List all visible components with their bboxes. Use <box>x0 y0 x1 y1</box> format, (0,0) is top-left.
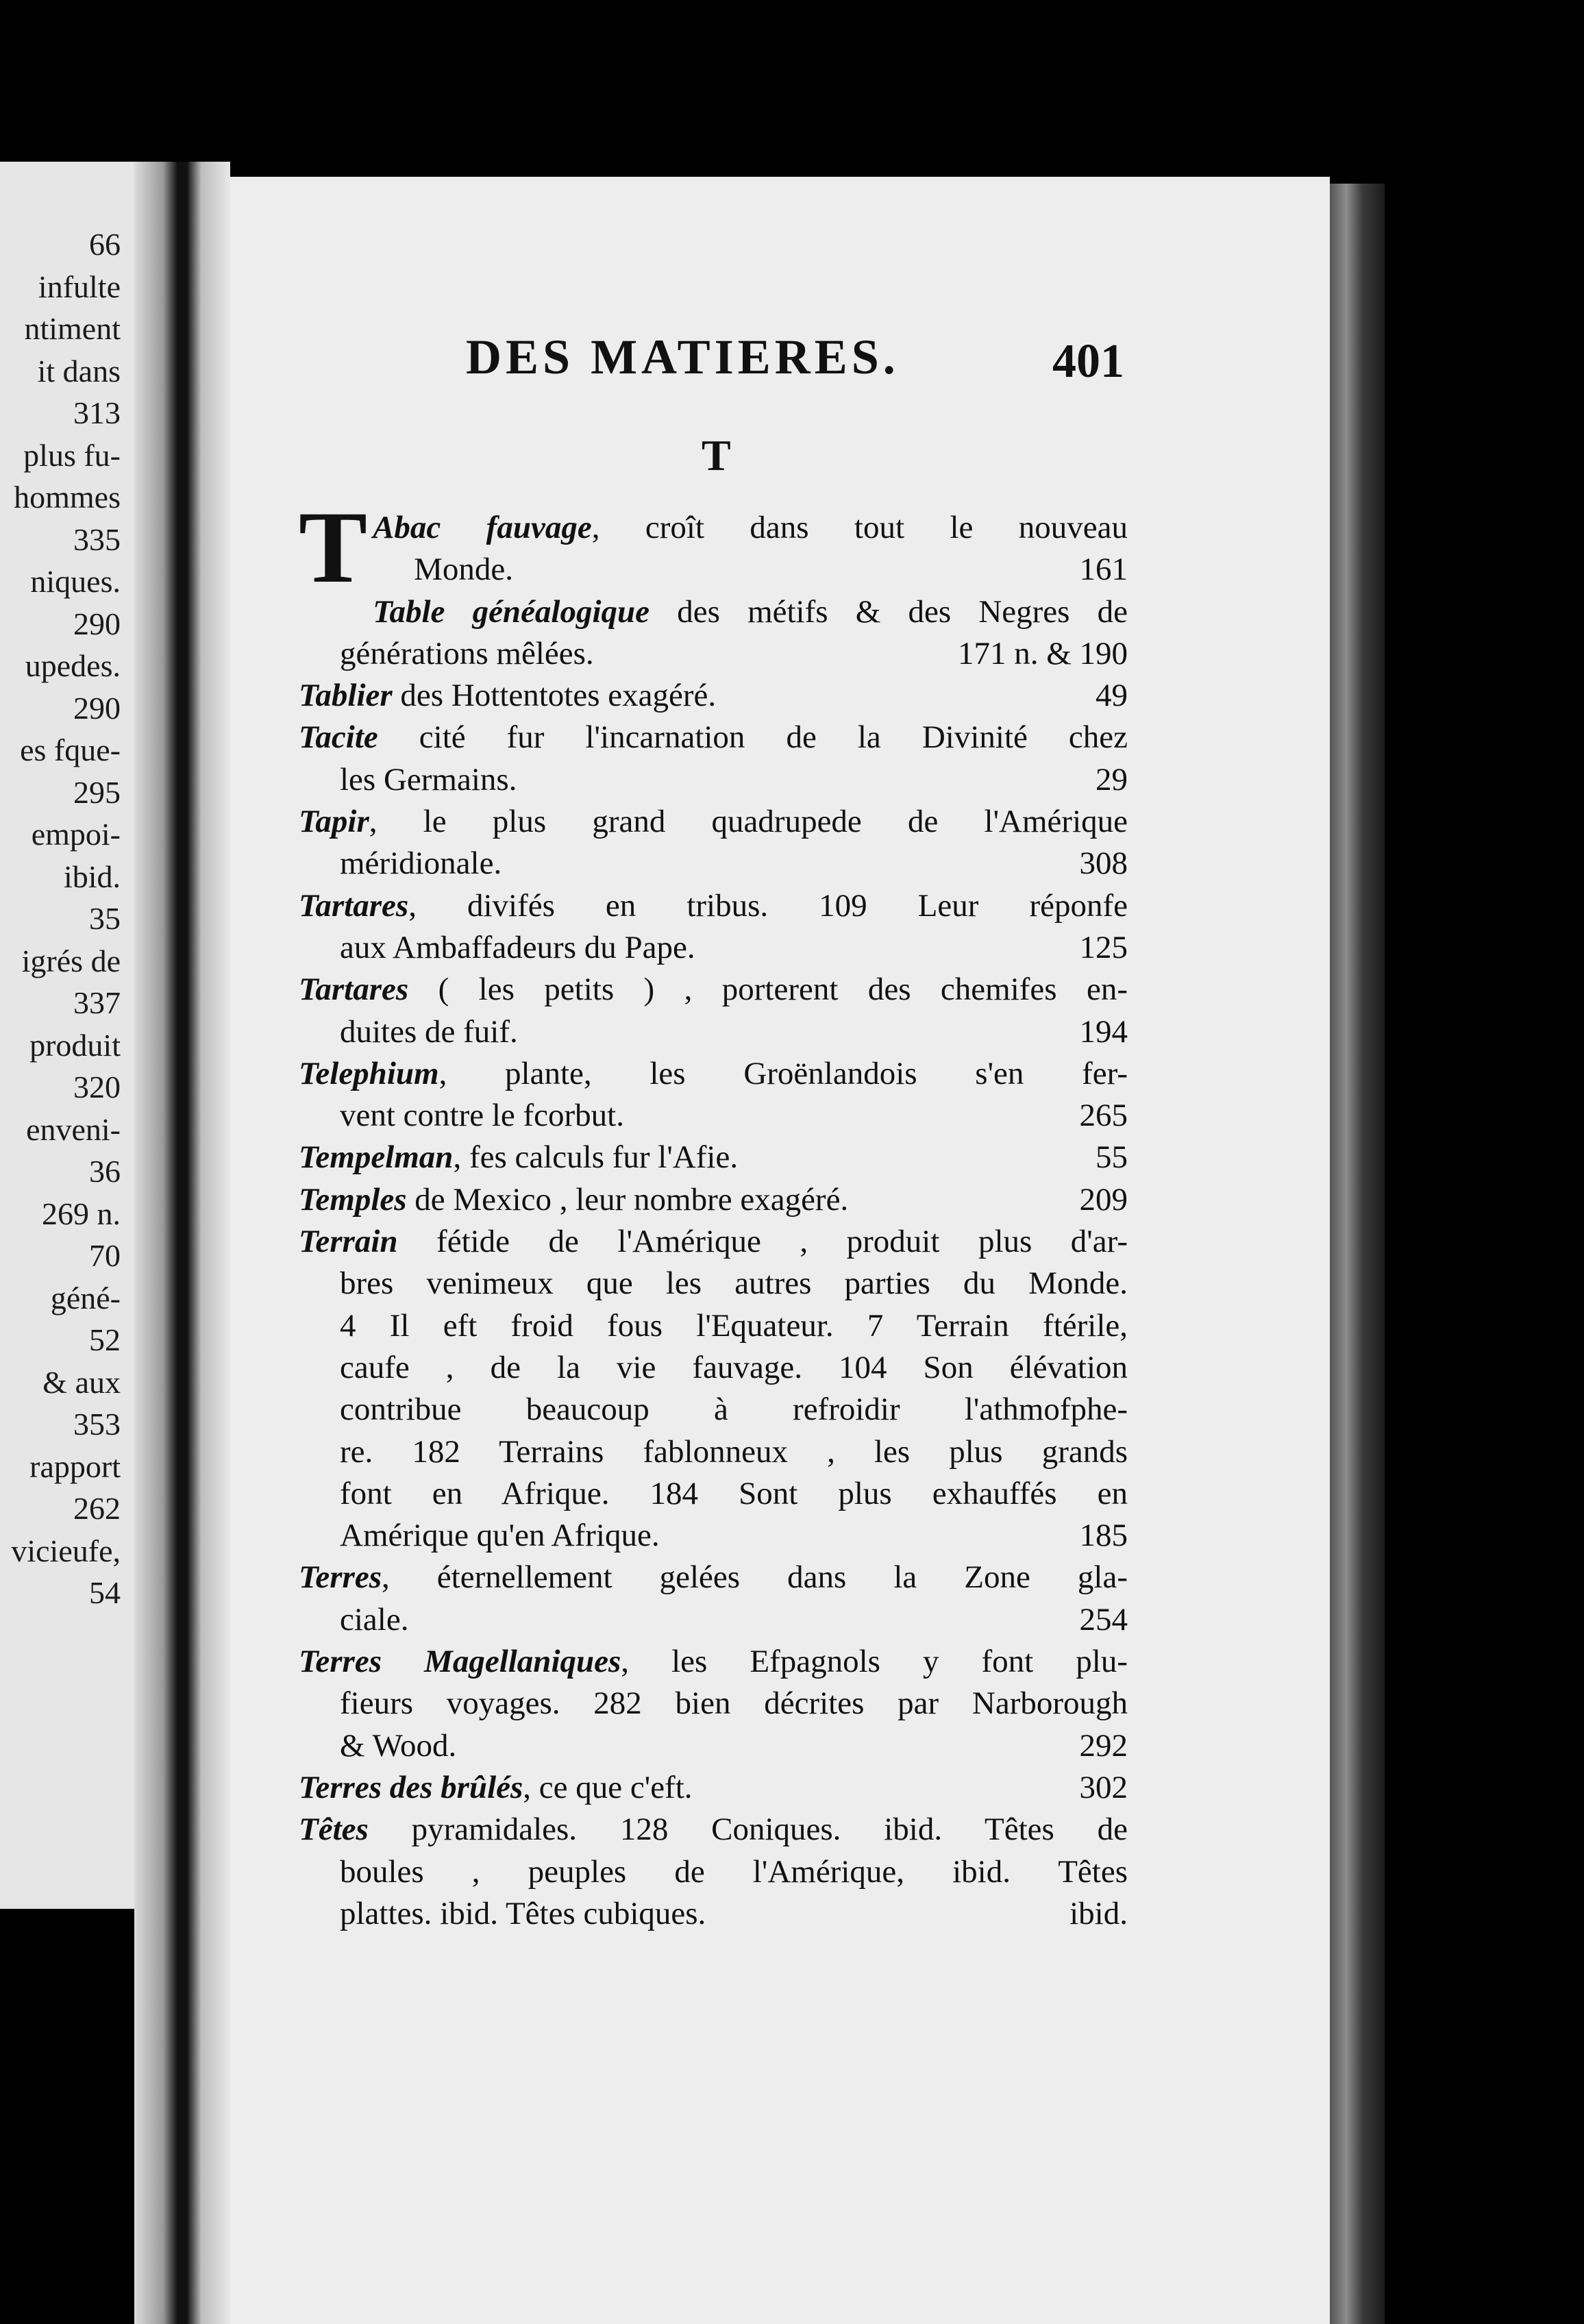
left-fragment-line: 269 n. <box>42 1196 121 1231</box>
entry-line <box>299 1389 1128 1431</box>
entry-text: Abac fauvage, croît dans tout le nouveau <box>373 510 1128 545</box>
entry-line <box>299 1767 1128 1809</box>
entry-line <box>299 1011 1128 1053</box>
page-reference: 161 <box>1079 552 1128 588</box>
entry-line <box>299 927 1128 969</box>
entry-text: caufe , de la vie fauvage. 104 Son élévation <box>340 1349 1128 1385</box>
entry-headword: Tartares <box>299 887 409 924</box>
entry-text: Tapir, le plus grand quadrupede de l'Amérique <box>299 804 1128 840</box>
entry-line <box>299 1221 1128 1263</box>
entry-line <box>299 843 1128 885</box>
page-reference: 194 <box>1079 1013 1128 1050</box>
index-entry <box>299 885 1128 969</box>
left-fragment-line: 36 <box>89 1154 121 1189</box>
entry-line <box>299 1431 1128 1473</box>
index-entry <box>299 1557 1128 1641</box>
left-fragment-line: 52 <box>89 1322 121 1357</box>
entry-text: Table généalogique des métifs & des Negres de <box>373 593 1128 630</box>
page-reference: 292 <box>1079 1727 1128 1764</box>
page-reference: 254 <box>1079 1601 1128 1637</box>
left-fragment-line: 290 <box>73 606 121 641</box>
page-reference: ibid. <box>1069 1895 1128 1931</box>
entry-line <box>299 1053 1128 1095</box>
page-reference: 55 <box>1096 1139 1128 1176</box>
drop-cap: T <box>299 491 368 604</box>
index-entry <box>299 969 1128 1053</box>
left-fragment-line: géné- <box>50 1280 121 1315</box>
entry-text: bres venimeux que les autres parties du Monde. <box>340 1265 1128 1302</box>
entry-text: Terres, éternellement gelées dans la Zone gla- <box>299 1559 1128 1596</box>
page-reference: 302 <box>1079 1769 1128 1805</box>
entry-line <box>299 633 1128 675</box>
index-entry <box>299 1641 1128 1767</box>
entry-line <box>299 969 1128 1011</box>
left-fragment-line: 35 <box>89 901 121 936</box>
entry-text: Terres des brûlés, ce que c'eft. <box>299 1769 693 1805</box>
left-fragment-line: infulte <box>38 269 121 304</box>
section-letter: T <box>702 431 731 480</box>
entry-line <box>299 1179 1128 1221</box>
left-fragment-line: rapport <box>29 1448 121 1484</box>
entry-text: Amérique qu'en Afrique. <box>340 1518 660 1554</box>
left-fragment-line: niques. <box>30 564 121 599</box>
left-fragment-line: 54 <box>89 1575 121 1610</box>
entry-line <box>299 1473 1128 1515</box>
entry-line <box>299 1095 1128 1137</box>
entry-text: font en Afrique. 184 Sont plus exhauffés en <box>340 1475 1128 1511</box>
left-fragment-line: hommes <box>14 480 121 515</box>
page-reference: 209 <box>1079 1181 1128 1217</box>
left-fragment-line: es fque- <box>20 732 121 767</box>
left-fragment-line: igrés de <box>21 943 121 978</box>
entry-text: aux Ambaffadeurs du Pape. <box>340 929 695 965</box>
left-fragment-line: 313 <box>73 395 121 430</box>
entry-text: Tempelman, fes calculs fur l'Afie. <box>299 1139 739 1176</box>
entry-line <box>299 717 1128 758</box>
entry-headword: Terrain <box>299 1224 398 1260</box>
entry-text: fieurs voyages. 282 bien décrites par Narborough <box>340 1685 1128 1722</box>
entry-line <box>299 675 1128 717</box>
page-reference: 49 <box>1096 678 1128 714</box>
left-fragment-line: 262 <box>73 1491 121 1526</box>
entry-text: Têtes pyramidales. 128 Coniques. ibid. Têtes de <box>299 1812 1128 1848</box>
left-fragment-line: plus fu- <box>23 437 121 473</box>
left-fragment-line: empoi- <box>31 817 121 852</box>
entry-text: Terres Magellaniques, les Efpagnols y font plu- <box>299 1644 1128 1680</box>
entry-line <box>299 1557 1128 1598</box>
entry-headword: Terres Magellaniques <box>299 1644 621 1680</box>
entry-line <box>299 1809 1128 1851</box>
entry-headword: Tablier <box>299 678 393 714</box>
left-fragment-line: ibid. <box>63 858 121 894</box>
entry-line <box>299 1347 1128 1389</box>
entry-text: boules , peuples de l'Amérique, ibid. Têtes <box>340 1853 1128 1890</box>
running-title: DES MATIERES. <box>466 330 900 384</box>
entry-text: & Wood. <box>340 1727 457 1764</box>
index-entry <box>299 1179 1128 1221</box>
entry-text: les Germains. <box>340 761 517 798</box>
left-fragment-line: 320 <box>73 1070 121 1104</box>
entry-text: contribue beaucoup à refroidir l'athmofphe- <box>340 1392 1128 1428</box>
entry-headword: Temples <box>299 1181 407 1217</box>
entry-line <box>299 507 1128 549</box>
index-list <box>299 491 1128 1935</box>
entry-text: plattes. ibid. Têtes cubiques. <box>340 1895 706 1931</box>
index-entry <box>299 675 1128 717</box>
index-entry <box>299 801 1128 885</box>
entry-text: méridionale. <box>340 845 502 882</box>
entry-line <box>299 1641 1128 1683</box>
entry-headword: Tacite <box>299 719 378 756</box>
entry-headword: Telephium <box>299 1055 439 1091</box>
entry-text: Temples de Mexico , leur nombre exagéré. <box>299 1181 849 1217</box>
left-fragment-line: 335 <box>73 521 121 557</box>
page-edge <box>1330 184 1385 2324</box>
left-fragment-line: 337 <box>73 985 121 1020</box>
entry-line <box>299 1683 1128 1725</box>
left-fragment-line: 70 <box>89 1238 121 1273</box>
index-entry <box>299 1767 1128 1809</box>
page-reference: 308 <box>1079 845 1128 882</box>
index-entry <box>299 591 1128 676</box>
entry-text: Terrain fétide de l'Amérique , produit plus d'ar- <box>299 1224 1128 1260</box>
left-page-fragment <box>0 162 134 1909</box>
entry-text: 4 Il eft froid fous l'Equateur. 7 Terrain ftérile, <box>340 1307 1128 1344</box>
entry-text: Tartares ( les petits ) , porterent des chemifes en- <box>299 972 1128 1008</box>
index-entry <box>299 1221 1128 1557</box>
left-fragment-line: & aux <box>42 1364 121 1400</box>
index-entry <box>299 1053 1128 1137</box>
entry-line <box>299 759 1128 801</box>
entry-text: vent contre le fcorbut. <box>340 1098 624 1134</box>
entry-line <box>299 801 1128 843</box>
left-fragment-line: vicieufe, <box>11 1533 121 1568</box>
entry-line <box>299 1893 1128 1935</box>
page-reference: 29 <box>1096 761 1128 798</box>
index-entry <box>299 1809 1128 1935</box>
entry-headword: Table généalogique <box>373 593 650 630</box>
page-number: 401 <box>1052 335 1124 388</box>
entry-headword: Têtes <box>299 1812 369 1848</box>
entry-line <box>299 1305 1128 1347</box>
entry-headword: Tartares <box>299 972 409 1008</box>
entry-headword: Terres des brûlés <box>299 1769 523 1805</box>
entry-text: générations mêlées. <box>340 635 594 671</box>
entry-line <box>299 1725 1128 1767</box>
left-fragment-line: 66 <box>89 227 121 262</box>
book-gutter <box>134 162 230 2324</box>
entry-headword: Abac fauvage <box>373 510 592 545</box>
entry-text: Tartares, divifés en tribus. 109 Leur réponfe <box>299 887 1128 924</box>
entry-line <box>373 549 1128 591</box>
left-fragment-line: ntiment <box>24 311 121 346</box>
entry-text: Monde. <box>414 552 513 588</box>
entry-text: ciale. <box>340 1601 409 1637</box>
entry-headword: Tapir <box>299 804 369 840</box>
entry-line <box>299 591 1128 633</box>
index-entry <box>299 717 1128 801</box>
entry-line <box>299 1515 1128 1557</box>
left-fragment-line: 295 <box>73 774 121 810</box>
entry-line <box>299 1851 1128 1893</box>
page-reference: 185 <box>1079 1518 1128 1554</box>
entry-line <box>299 1599 1128 1641</box>
entry-text: Tablier des Hottentotes exagéré. <box>299 678 717 714</box>
entry-line <box>299 1263 1128 1305</box>
entry-text: re. 182 Terrains fablonneux , les plus grands <box>340 1433 1128 1470</box>
left-fragment-line: it dans <box>37 353 121 388</box>
left-fragment-line: upedes. <box>25 648 121 683</box>
entry-text: Telephium, plante, les Groënlandois s'en fer- <box>299 1055 1128 1091</box>
page-reference: 265 <box>1079 1098 1128 1134</box>
left-fragment-line: 353 <box>73 1407 121 1442</box>
entry-headword: Terres <box>299 1559 382 1596</box>
left-fragment-line: enveni- <box>26 1111 121 1147</box>
entry-text: duites de fuif. <box>340 1013 518 1050</box>
entry-line <box>299 1137 1128 1178</box>
page-reference: 125 <box>1079 929 1128 965</box>
left-fragment-line: produit <box>29 1027 121 1063</box>
entry-line <box>299 885 1128 927</box>
entry-headword: Tempelman <box>299 1139 454 1176</box>
page-reference: 171 n. & 190 <box>957 635 1128 671</box>
index-entry <box>299 491 1128 604</box>
left-fragment-line: 290 <box>73 690 121 726</box>
index-entry <box>299 1137 1128 1178</box>
entry-text: Tacite cité fur l'incarnation de la Divinité chez <box>299 719 1128 756</box>
